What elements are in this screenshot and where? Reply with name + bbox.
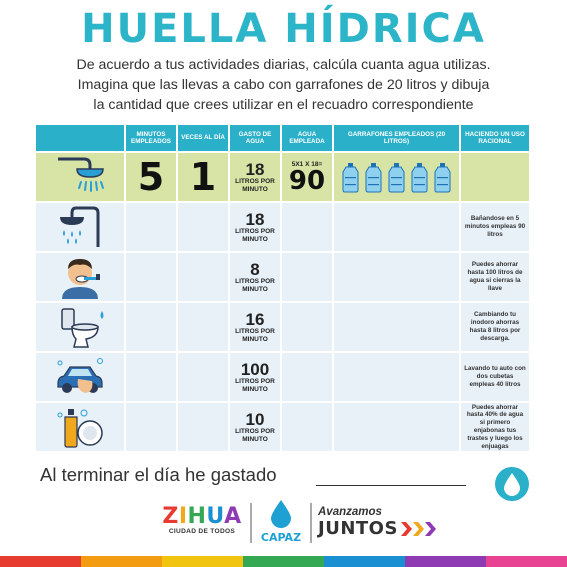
stripe-segment [243, 556, 324, 567]
intro-line-1: De acuerdo a tus actividades diarias, calcúla cuanta agua utilizas. [76, 57, 491, 73]
stripe-segment [0, 556, 81, 567]
row-3-garrafones[interactable] [334, 303, 461, 353]
row-3-veces[interactable] [178, 303, 230, 353]
shower-icon [36, 153, 126, 203]
arrows-icon [401, 522, 437, 536]
toilet-icon [36, 303, 126, 353]
zihua-letter: A [224, 504, 242, 529]
intro-line-3: la cantidad que crees utilizar en el recuadro correspondiente [93, 97, 474, 113]
header-agua: AGUA EMPLEADA [282, 125, 334, 153]
header-activity [36, 125, 126, 153]
row-5-minutos[interactable] [126, 403, 178, 453]
dish-soap-icon [36, 403, 126, 453]
row-4-tip: Lavando tu auto con dos cubetas empleas 40 litros [461, 353, 531, 403]
header-minutos: MINUTOS EMPLEADOS [126, 125, 178, 153]
header-garrafones: GARRAFONES EMPLEADOS (20 LITROS) [334, 125, 461, 153]
zihua-logo [160, 506, 244, 535]
row-1-tip: Bañandose en 5 minutos empleas 90 litros [461, 203, 531, 253]
row-4-garrafones[interactable] [334, 353, 461, 403]
capaz-drop-icon [258, 498, 304, 528]
avanzamos-text: Avanzamos [318, 506, 382, 518]
color-stripe [0, 556, 567, 567]
row-3-tip: Cambiando tu inodoro ahorras hasta 8 litros por descarga. [461, 303, 531, 353]
row-4-gasto [230, 353, 282, 403]
zihua-letter: I [178, 504, 188, 529]
intro-text [18, 55, 549, 115]
water-jug-icon [364, 163, 383, 193]
stripe-segment [162, 556, 243, 567]
row-2-gasto-num: 8 [250, 259, 260, 279]
row-0-gasto-num: 18 [245, 159, 265, 179]
water-footprint-table [36, 125, 531, 455]
juntos-text: JUNTOS [318, 518, 398, 539]
header-gasto: GASTO DE AGUA [230, 125, 282, 153]
header-veces: VECES AL DÍA [178, 125, 230, 153]
row-3-gasto [230, 303, 282, 353]
row-0-gasto [230, 153, 282, 203]
row-1-veces[interactable] [178, 203, 230, 253]
row-0-gasto-unit: LITROS POR MINUTO [235, 177, 275, 193]
row-0-veces: 1 [178, 153, 230, 203]
stripe-segment [81, 556, 162, 567]
total-answer-line[interactable] [316, 485, 466, 486]
row-2-minutos[interactable] [126, 253, 178, 303]
row-3-gasto-unit: LITROS POR MINUTO [235, 327, 275, 343]
intro-line-2: Imagina que las llevas a cabo con garrafones de 20 litros y dibuja [77, 77, 490, 93]
car-wash-icon [36, 353, 126, 403]
row-4-gasto-unit: LITROS POR MINUTO [235, 377, 275, 393]
stripe-segment [405, 556, 486, 567]
row-4-minutos[interactable] [126, 353, 178, 403]
water-jug-icon [341, 163, 360, 193]
row-5-gasto-num: 10 [245, 409, 265, 429]
zihua-logo-subtitle: CIUDAD DE TODOS [168, 528, 236, 535]
stripe-segment [486, 556, 567, 567]
logo-divider [250, 503, 252, 543]
zihua-letter: U [206, 504, 225, 529]
row-0-tip [461, 153, 531, 203]
zihua-logo-text [160, 506, 244, 528]
row-4-agua[interactable] [282, 353, 334, 403]
row-5-gasto-unit: LITROS POR MINUTO [235, 427, 275, 443]
water-jug-icon [433, 163, 452, 193]
row-5-veces[interactable] [178, 403, 230, 453]
row-0-garrafones [334, 153, 461, 203]
row-1-gasto [230, 203, 282, 253]
row-0-formula: 5X1 X 18= [291, 160, 323, 168]
row-3-gasto-num: 16 [245, 309, 265, 329]
row-0-agua [282, 153, 334, 203]
zihua-letter: H [187, 504, 207, 529]
capaz-logo [258, 498, 304, 544]
brushing-teeth-icon [36, 253, 126, 303]
row-0-minutos: 5 [126, 153, 178, 203]
row-5-garrafones[interactable] [334, 403, 461, 453]
row-5-tip: Puedes ahorrar hasta 40% de agua si primero enjabonas tus trastes y luego los enjuagas [461, 403, 531, 453]
logo-divider-2 [310, 503, 312, 543]
row-3-agua[interactable] [282, 303, 334, 353]
row-2-gasto [230, 253, 282, 303]
row-1-gasto-unit: LITROS POR MINUTO [235, 227, 275, 243]
row-1-agua[interactable] [282, 203, 334, 253]
row-1-garrafones[interactable] [334, 203, 461, 253]
row-5-gasto [230, 403, 282, 453]
water-drop-icon [494, 466, 530, 507]
header-uso: HACIENDO UN USO RACIONAL [461, 125, 531, 153]
row-4-veces[interactable] [178, 353, 230, 403]
row-2-garrafones[interactable] [334, 253, 461, 303]
capaz-logo-text: CAPAZ [260, 531, 302, 544]
zihua-letter: Z [162, 504, 179, 529]
row-3-minutos[interactable] [126, 303, 178, 353]
row-2-tip: Puedes ahorrar hasta 100 litros de agua si cierras la llave [461, 253, 531, 303]
total-prompt: Al terminar el día he gastado [40, 464, 277, 485]
row-4-gasto-num: 100 [240, 359, 270, 379]
water-jug-icon [387, 163, 406, 193]
water-jug-icon [410, 163, 429, 193]
row-0-agua-value: 90 [288, 165, 326, 196]
stripe-segment [324, 556, 405, 567]
avanzamos-juntos-logo [318, 506, 437, 539]
row-2-gasto-unit: LITROS POR MINUTO [235, 277, 275, 293]
row-1-gasto-num: 18 [245, 209, 265, 229]
row-1-minutos[interactable] [126, 203, 178, 253]
row-2-veces[interactable] [178, 253, 230, 303]
row-5-agua[interactable] [282, 403, 334, 453]
row-2-agua[interactable] [282, 253, 334, 303]
page-title: HUELLA HÍDRICA [81, 6, 486, 52]
shower-drops-icon [36, 203, 126, 253]
